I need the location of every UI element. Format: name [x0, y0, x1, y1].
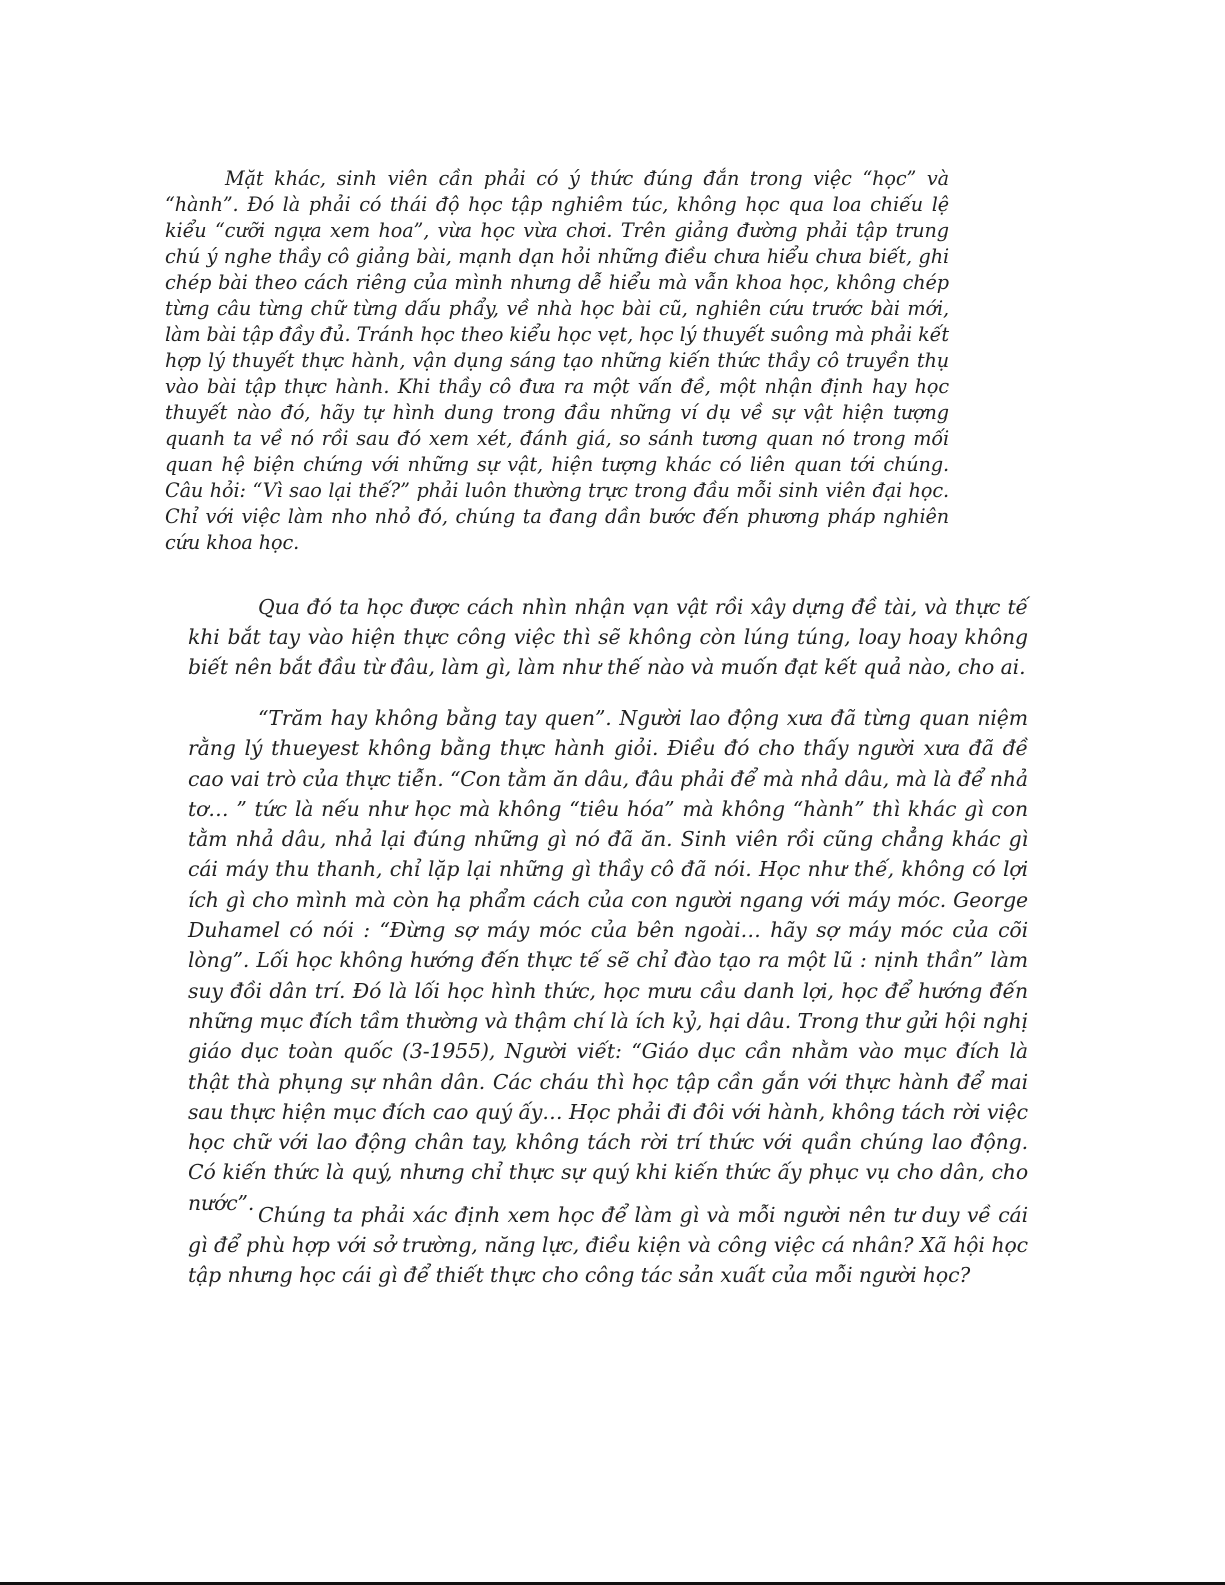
paragraph-practice: “Trăm hay không bằng tay quen”. Người lao động xưa đã từng quan niệm rằng lý thueyest không bằng thực hành giỏi. Điều đó cho thấy người xưa đã đề cao vai trò của thực tiễn. “Con tằm ăn dâu, đâu phải để mà nhả dâu, mà là để nhả tơ… ” tức là nếu như học mà không “tiêu hóa” mà không “hành” thì khác gì con tằm nhả dâu, nhả lại đúng những gì nó đã ăn. Sinh viên rồi cũng chẳng khác gì cái máy thu thanh, chỉ lặp lại những gì thầy cô đã nói. Học như thế, không có lợi ích gì cho mình mà còn hạ phẩm cách của con người ngang với máy móc. George Duhamel có nói : “Đừng sợ máy móc của bên ngoài… hãy sợ máy móc của cõi lòng”. Lối học không hướng đến thực tế sẽ chỉ đào tạo ra một lũ : nịnh thần” làm suy đồi dân trí. Đó là lối học hình thức, học mưu cầu danh lợi, học để hướng đến những mục đích tầm thường và thậm chí là ích kỷ, hại dâu. Trong thư gửi hội nghị giáo dục toàn quốc (3-1955), Người viết: “Giáo dục cần nhằm vào mục đích là thật thà phụng sự nhân dân. Các cháu thì học tập cần gắn với thực hành để mai sau thực hiện mục đích cao quý ấy… Học phải đi đôi với hành, không tách rời việc học chữ với lao động chân tay, không tách rời trí thức với quần chúng lao động. Có kiến thức là quý, nhưng chỉ thực sự quý khi kiến thức ấy phục vụ cho dân, cho nước”. — [188, 706, 1028, 1215]
paragraph-outcome: Qua đó ta học được cách nhìn nhận vạn vật rồi xây dựng đề tài, và thực tế khi bắt tay vào hiện thực công việc thì sẽ không còn lúng túng, loay hoay không biết nên bắt đầu từ đâu, làm gì, làm như thế nào và muốn đạt kết quả nào, cho ai. — [188, 595, 1028, 679]
paragraph-purpose: Chúng ta phải xác định xem học để làm gì và mỗi người nên tư duy về cái gì để phù hợp với sở trường, năng lực, điều kiện và công việc cá nhân? Xã hội học tập nhưng học cái gì để thiết thực cho công tác sản xuất của mỗi người học? — [188, 1203, 1028, 1287]
paragraph-study-attitude: Mặt khác, sinh viên cần phải có ý thức đúng đắn trong việc “học” và “hành”. Đó là phải có thái độ học tập nghiêm túc, không học qua loa chiếu lệ kiểu “cưỡi ngựa xem hoa”, vừa học vừa chơi. Trên giảng đường phải tập trung chú ý nghe thầy cô giảng bài, mạnh dạn hỏi những điều chưa hiểu chưa biết, ghi chép bài theo cách riêng của mình nhưng dễ hiểu mà vẫn khoa học, không chép từng câu từng chữ từng dấu phẩy, về nhà học bài cũ, nghiên cứu trước bài mới, làm bài tập đầy đủ. Tránh học theo kiểu học vẹt, học lý thuyết suông mà phải kết hợp lý thuyết thực hành, vận dụng sáng tạo những kiến thức thầy cô truyền thụ vào bài tập thực hành. Khi thầy cô đưa ra một vấn đề, một nhận định hay học thuyết nào đó, hãy tự hình dung trong đầu những ví dụ về sự vật hiện tượng quanh ta về nó rồi sau đó xem xét, đánh giá, so sánh tương quan nó trong mối quan hệ biện chứng với những sự vật, hiện tượng khác có liên quan tới chúng. Câu hỏi: “Vì sao lại thế?” phải luôn thường trực trong đầu mỗi sinh viên đại học. Chỉ với việc làm nho nhỏ đó, chúng ta đang dần bước đến phương pháp nghiên cứu khoa học. — [165, 167, 949, 554]
